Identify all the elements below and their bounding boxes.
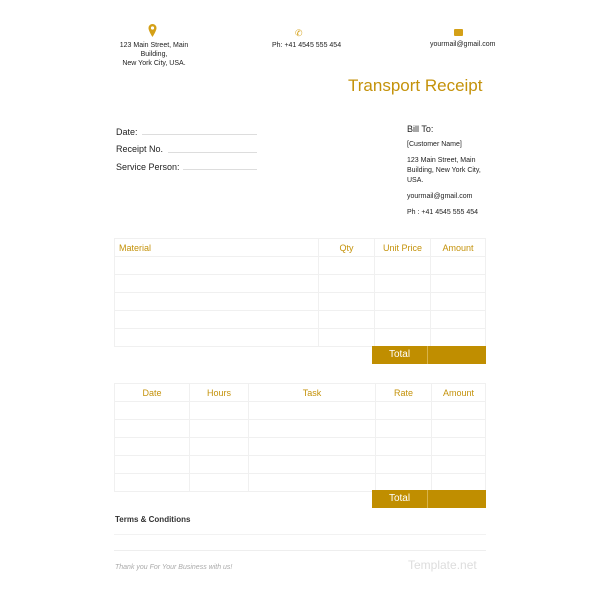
thanks-text: Thank you For Your Business with us! xyxy=(115,564,233,571)
phone-icon: ✆ xyxy=(295,28,303,38)
bill-address: 123 Main Street, Main Building, New York City, USA. xyxy=(407,157,481,184)
table-row xyxy=(115,438,486,456)
header-phone: Ph: +41 4545 555 454 xyxy=(272,42,342,49)
header-email: yourmail@gmail.com xyxy=(430,41,496,48)
bill-email: yourmail@gmail.com xyxy=(407,193,473,200)
service-person-field[interactable] xyxy=(183,169,257,170)
labor-table xyxy=(114,383,486,492)
material-table xyxy=(114,238,486,347)
watermark: Template.net xyxy=(408,558,477,572)
table-row xyxy=(115,456,486,474)
table-row xyxy=(115,311,486,329)
col-task: Task xyxy=(249,384,376,402)
date-label: Date: xyxy=(116,127,138,137)
divider xyxy=(114,550,486,551)
service-person-label: Service Person: xyxy=(116,162,180,172)
receipt-no-label: Receipt No. xyxy=(116,144,164,154)
date-field[interactable] xyxy=(142,134,257,135)
table-row xyxy=(115,275,486,293)
page-title: Transport Receipt xyxy=(348,76,483,95)
divider xyxy=(114,534,486,535)
col-hours: Hours xyxy=(190,384,249,402)
receipt-no-field[interactable] xyxy=(168,152,257,153)
bill-to xyxy=(407,124,487,218)
table-row xyxy=(115,293,486,311)
col-qty: Qty xyxy=(319,239,375,257)
table-row xyxy=(115,474,486,492)
col-date: Date xyxy=(115,384,190,402)
table-row xyxy=(115,329,486,347)
bill-phone: Ph : +41 4545 555 454 xyxy=(407,209,479,216)
col-amount: Amount xyxy=(431,239,486,257)
labor-total-bar xyxy=(372,490,486,508)
col-material: Material xyxy=(115,239,319,257)
customer-name: [Customer Name] xyxy=(407,141,462,148)
total-label: Total xyxy=(372,490,428,508)
email-icon xyxy=(454,29,463,36)
table-row xyxy=(115,402,486,420)
col-rate: Rate xyxy=(376,384,432,402)
col-unit-price: Unit Price xyxy=(375,239,431,257)
material-total-bar xyxy=(372,346,486,364)
table-row xyxy=(115,257,486,275)
col-amount: Amount xyxy=(432,384,486,402)
terms-heading: Terms & Conditions xyxy=(115,515,191,524)
header-address: 123 Main Street, Main Building, New York City, USA. xyxy=(119,42,189,67)
location-pin-icon xyxy=(148,24,157,37)
table-row xyxy=(115,420,486,438)
bill-to-label: Bill To: xyxy=(407,124,434,134)
total-label: Total xyxy=(372,346,428,364)
